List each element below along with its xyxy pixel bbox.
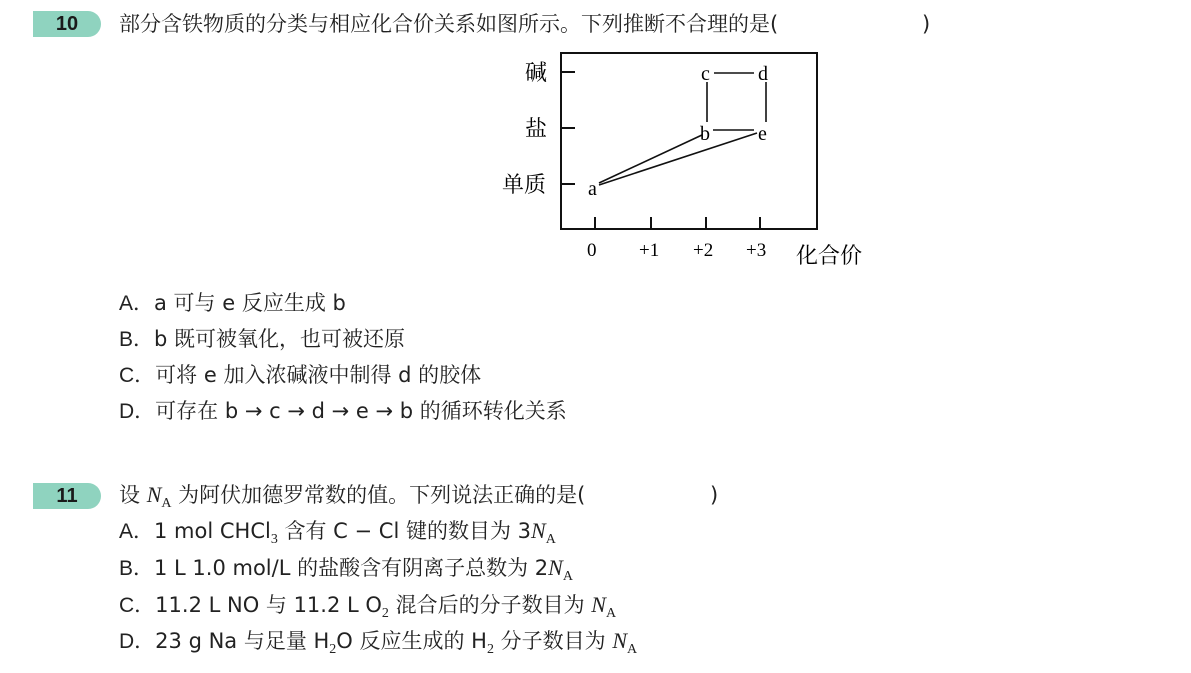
point-c: c [701,63,710,85]
q11-option-b[interactable]: B．1 L 1.0 mol/L 的盐酸含有阴离子总数为 $2N_A$ [119,555,573,584]
question-10-stem: 部分含铁物质的分类与相应化合价关系如图所示。下列推断不合理的是( [119,12,779,36]
point-d: d [758,63,768,85]
q10-option-d[interactable]: D．可存在 b → c → d → e → b 的循环转化关系 [119,399,567,423]
question-11-stem: 设 $N_A$ 为阿伏加德罗常数的值。下列说法正确的是( [119,482,586,511]
question-number-11: 11 [33,483,101,509]
x-label-plus1: +1 [639,240,660,261]
x-label-plus2: +2 [693,240,714,261]
x-axis-title: 化合价 [796,243,863,268]
x-label-0: 0 [587,240,597,261]
y-label-base: 碱 [525,60,548,85]
iron-valence-diagram [495,45,885,275]
x-label-plus3: +3 [746,240,767,261]
question-number-10: 10 [33,11,101,37]
q10-option-b[interactable]: B．b 既可被氧化，也可被还原 [119,327,406,351]
question-11-close-paren: ) [710,483,719,507]
q11-option-d[interactable]: D．23 g Na 与足量 $H_2O$ 反应生成的 $H_2$ 分子数目为 $N_A$ [119,628,638,657]
point-b: b [700,123,710,145]
q11-option-a[interactable]: A．1 mol CHCl$_3$ 含有 C − Cl 键的数目为 $3N_A$ [119,518,556,547]
q10-option-c[interactable]: C．可将 e 加入浓碱液中制得 d 的胶体 [119,363,482,387]
y-label-element: 单质 [502,172,547,197]
q11-option-c[interactable]: C．11.2 L NO 与 11.2 L $O_2$ 混合后的分子数目为 $N_A$ [119,592,617,621]
point-e: e [758,123,767,145]
point-a: a [588,178,597,200]
y-label-salt: 盐 [525,116,548,141]
question-10-close-paren: ) [922,12,931,36]
q10-option-a[interactable]: A．a 可与 e 反应生成 b [119,291,346,315]
